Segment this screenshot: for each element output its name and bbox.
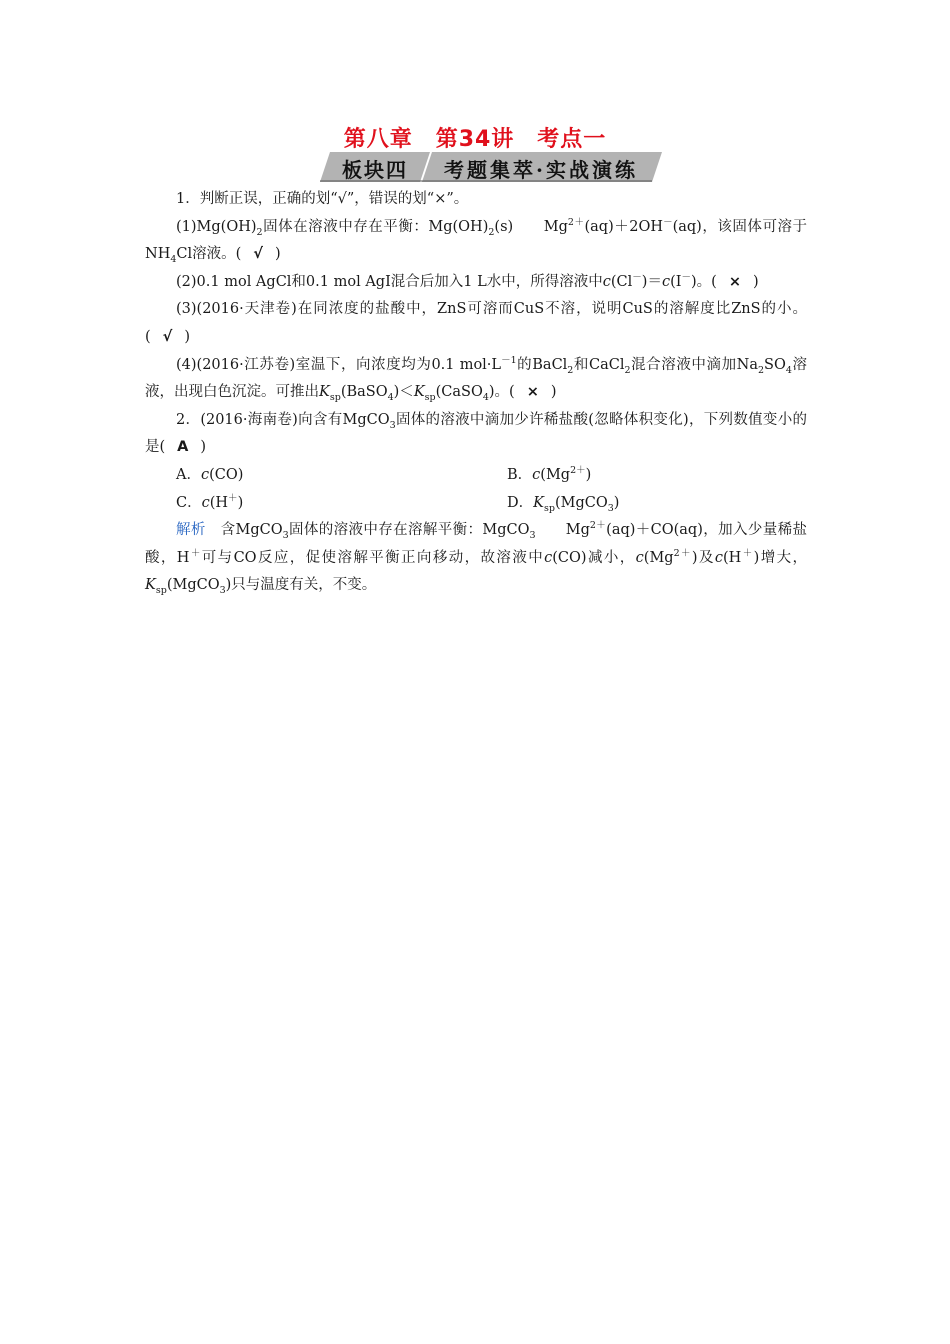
question-1-item-1: $(1)Mg(OH)_2$固体在溶液中存在平衡：$Mg(OH)_2(s)$ $Mg^{2+}(aq)+2OH^-(aq)$，该固体可溶于$NH_4Cl$溶液。( √ ) [145, 216, 808, 266]
option-a: A．c(CO) [176, 466, 244, 483]
answer-mark: A [177, 439, 189, 456]
answer-mark: √ [162, 328, 173, 345]
page-title: 第八章 第34讲 考点一 [343, 127, 607, 152]
answer-mark: √ [253, 246, 263, 263]
answer-mark: × [526, 384, 539, 401]
options-row-2 [145, 490, 807, 518]
options-row-1 [145, 462, 807, 490]
option-b: B．$c(Mg^{2+})$ [507, 465, 592, 483]
question-1-stem: 1．判断正误，正确的划“√”，错误的划“×”。 [176, 191, 469, 207]
analysis-label: 解析 [176, 522, 206, 539]
section-banner [318, 152, 664, 182]
option-d: D．$K_{sp}(MgCO_3)$ [507, 494, 620, 514]
banner-left-label: 板块四 [342, 158, 408, 182]
answer-mark: × [728, 273, 741, 290]
question-1-item-3: (3)(2016·天津卷)在同浓度的盐酸中，ZnS可溶而CuS不溶，说明CuS的溶解度比ZnS的小。( √ ) [145, 301, 807, 345]
option-c: C．c(H＋) [176, 492, 244, 511]
analysis-paragraph: 解析 含MgCO$_3$固体的溶液中存在溶解平衡：MgCO$_3$ $Mg^{2+}(aq)+CO(aq)$，加入少量稀盐酸，H＋可与CO反应，促使溶解平衡正向移动，故溶液中c(CO)减小，$c(Mg^{2+})$及c(H＋)增大，$K_{sp}(MgCO_3)$只与温度有关，不变。 [145, 520, 807, 597]
banner-right-label: 考题集萃·实战演练 [444, 158, 638, 182]
question-1-item-2: (2)0.1 mol AgCl和0.1 mol AgI混合后加入1 L水中，所得溶液中c(Cl－)＝c(I－)。( × ) [176, 271, 759, 290]
question-content [145, 186, 807, 600]
question-2-stem: 2．(2016·海南卷)向含有MgCO$_3$固体的溶液中滴加少许稀盐酸(忽略体积变化)，下列数值变小的是( A ) [145, 411, 807, 456]
question-1-item-4: (4)(2016·江苏卷)室温下，向浓度均为0.1 $mol\cdot L^{-1}$的BaCl$_2$和CaCl$_2$混合溶液中滴加$Na_2SO_4$溶液，出现白色沉淀。可推出$K_{sp}(BaSO_4)<K_{sp}(CaSO_4)$。( × ) [145, 354, 807, 404]
